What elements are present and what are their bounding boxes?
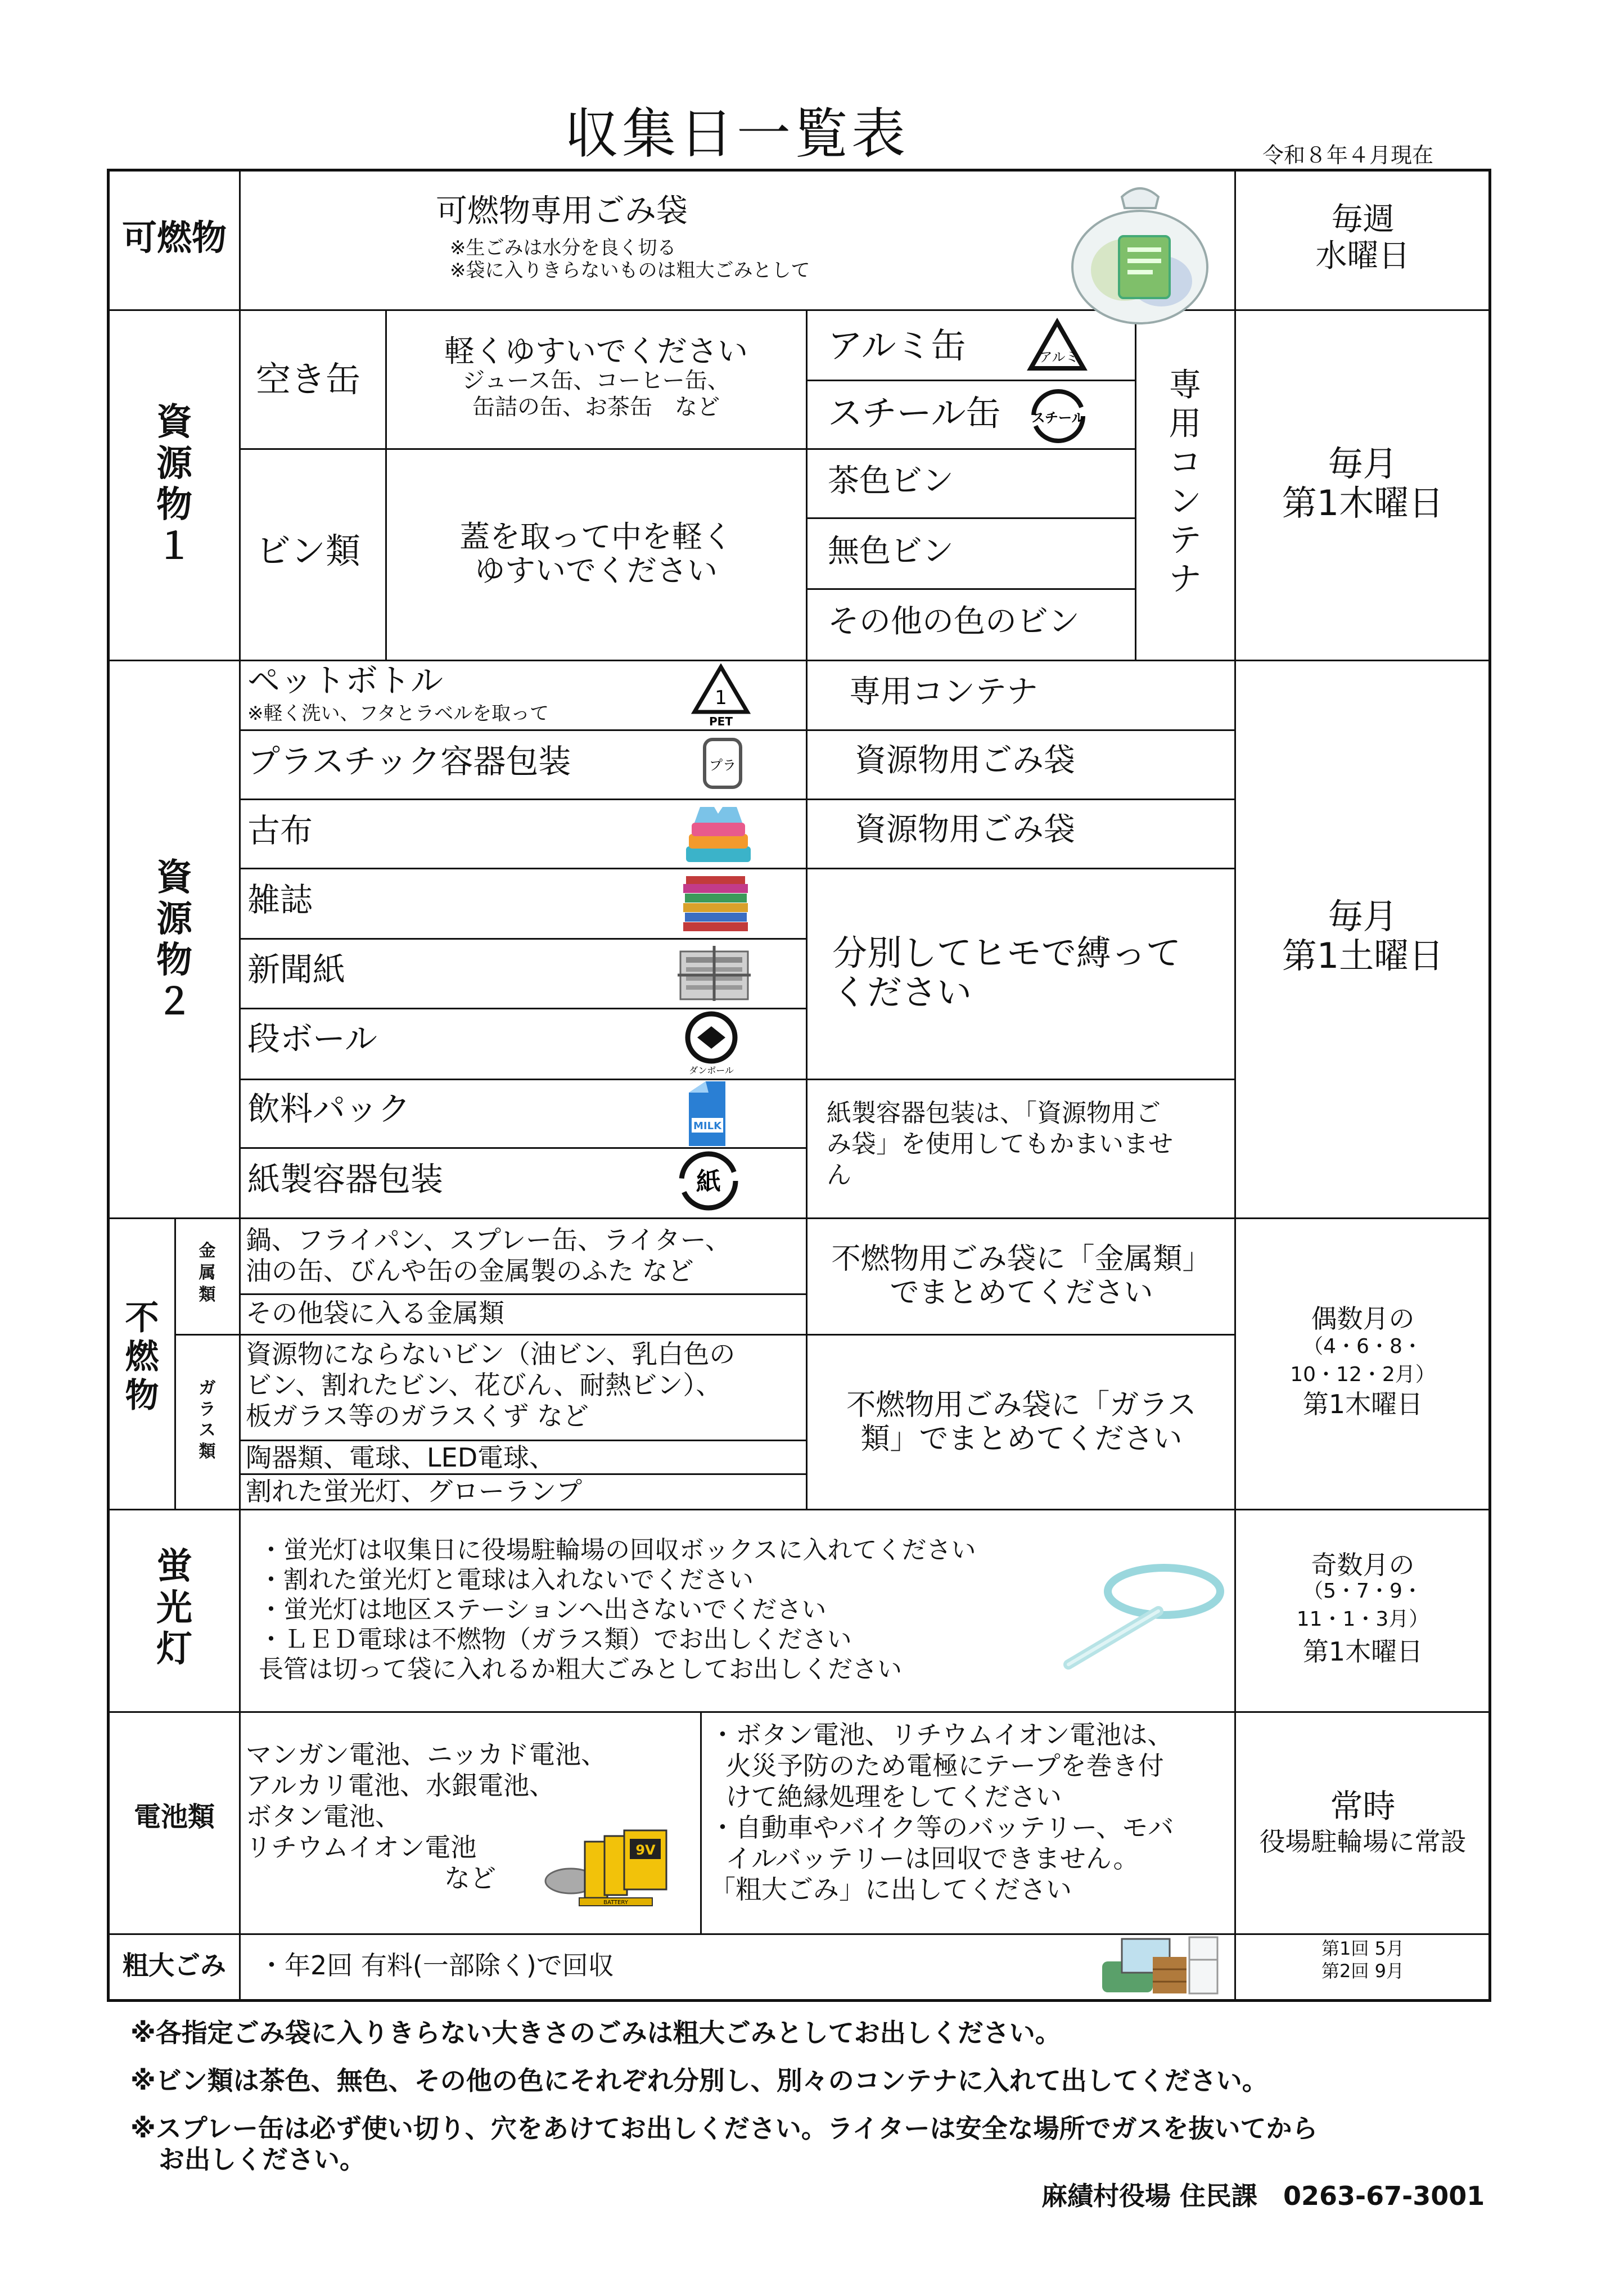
row-divider (107, 1711, 1491, 1713)
glass-method: 不燃物用ごみ袋に「ガラス (846, 1388, 1197, 1422)
svg-text:プラ: プラ (709, 757, 736, 773)
glass-item: 板ガラス等のガラスくず など (246, 1401, 589, 1431)
funen-schedule: 偶数月の (1311, 1303, 1415, 1334)
kanen-bag: 可燃物専用ごみ袋 (436, 193, 688, 229)
fluorescent-lamp-icon (1063, 1560, 1226, 1675)
svg-text:ダンボール: ダンボール (689, 1065, 734, 1076)
brown-bottle: 茶色ビン (828, 463, 954, 499)
battery-icon (540, 1819, 675, 1911)
bottle-desc: ゆすいでください (475, 553, 718, 588)
battery-item: ボタン電池、 (246, 1801, 401, 1832)
alumi-can: アルミ缶 (828, 325, 966, 366)
pet-recycle-icon (689, 664, 754, 730)
tie-method: 分別してヒモで縛って (832, 932, 1181, 973)
battery-item: マンガン電池、ニッカド電池、 (246, 1739, 607, 1770)
glass-subcategory: ガ ラ ス 類 (199, 1378, 216, 1461)
category-funen: 不 燃 物 (125, 1298, 159, 1415)
row-divider (107, 1217, 1491, 1219)
contact-info: 麻績村役場 住民課 0263-67-3001 (1041, 2181, 1485, 2211)
footer-note: お出しください。 (159, 2144, 366, 2175)
funen-schedule: （4・6・8・ (1303, 1335, 1423, 1358)
keiko-schedule: 第1木曜日 (1302, 1636, 1423, 1667)
row-divider (107, 309, 1491, 311)
pet-bottle: ペットボトル (247, 661, 444, 700)
shigen2-schedule: 毎月 (1328, 896, 1398, 937)
col-divider (385, 309, 387, 660)
row-divider (239, 448, 807, 450)
clothes-stack-icon (683, 801, 754, 868)
bulky-items-icon (1099, 1934, 1223, 2000)
battery-note: 「粗大ごみ」に出してください (710, 1874, 1072, 1905)
date-note: 令和８年４月現在 (1262, 143, 1434, 168)
pet-note: ※軽く洗い、フタとラベルを取って (247, 702, 549, 725)
table-border-bottom (107, 1999, 1491, 2002)
metal-subcategory: 金 属 類 (199, 1241, 216, 1305)
magazine-stack-icon (680, 874, 751, 936)
row-divider (806, 380, 1135, 381)
steel-recycle-icon (1026, 385, 1091, 449)
row-divider (239, 1440, 807, 1441)
newspaper: 新聞紙 (247, 950, 346, 989)
garbage-bag-icon (1066, 174, 1215, 328)
keiko-schedule: 11・1・3月） (1296, 1608, 1429, 1631)
drink-pack: 飲料パック (247, 1090, 411, 1128)
funen-schedule: 第1木曜日 (1302, 1389, 1423, 1419)
col-divider (806, 309, 808, 660)
battery-note: ・ボタン電池、リチウムイオン電池は、 (710, 1720, 1174, 1750)
category-sodai: 粗大ごみ (123, 1950, 226, 1981)
row-divider (806, 588, 1135, 590)
alumi-recycle-icon (1026, 318, 1088, 376)
svg-text:アルミ: アルミ (1039, 349, 1079, 365)
milk-carton-icon (678, 1079, 737, 1151)
col-divider (700, 1711, 702, 1933)
sodai-schedule: 第2回 9月 (1321, 1960, 1404, 1982)
footer-note: ※スプレー缶は必ず使い切り、穴をあけてお出しください。ライターは安全な場所でガスを抜いてから (130, 2113, 1318, 2144)
svg-text:MILK: MILK (693, 1120, 722, 1132)
tie-method: ください (832, 972, 972, 1013)
row-divider (239, 799, 1234, 800)
glass-item: ビン、割れたビン、花びん、耐熱ビン）、 (246, 1370, 722, 1400)
row-divider (806, 517, 1135, 519)
kanen-note: ※生ごみは水分を良く切る (450, 237, 676, 259)
metal-method: 不燃物用ごみ袋に「金属類」 (831, 1242, 1212, 1276)
kanen-schedule: 水曜日 (1315, 238, 1410, 274)
pet-method: 専用コンテナ (849, 674, 1038, 710)
battery-note: イルバッテリーは回収できません。 (725, 1843, 1139, 1874)
category-denchi: 電池類 (133, 1801, 215, 1833)
svg-text:1: 1 (715, 687, 727, 709)
plastic-recycle-icon (694, 734, 751, 795)
category-kanen: 可燃物 (121, 217, 227, 258)
glass-item: 資源物にならないビン（油ビン、乳白色の (246, 1339, 736, 1369)
plastic-packaging: プラスチック容器包装 (247, 742, 571, 781)
bottle-desc: 蓋を取って中を軽く (459, 519, 733, 554)
newspaper-bundle-icon (678, 940, 751, 1004)
col-divider (1234, 169, 1236, 2002)
metal-item: その他袋に入る金属類 (246, 1298, 504, 1328)
col-divider (806, 1217, 808, 1509)
shigen1-schedule: 第1木曜日 (1282, 482, 1444, 524)
can-label: 空き缶 (256, 359, 361, 400)
kanen-schedule: 毎週 (1331, 201, 1395, 238)
glass-item: 割れた蛍光灯、グローランプ (246, 1476, 582, 1506)
svg-text:BATTERY: BATTERY (603, 1900, 628, 1906)
shigen2-schedule: 第1土曜日 (1282, 935, 1444, 976)
can-desc: ジュース缶、コーヒー缶、 (462, 368, 730, 394)
paper-method: ん (827, 1161, 851, 1189)
table-border-top (107, 169, 1491, 172)
paper-recycle-icon (675, 1147, 742, 1217)
can-desc: 軽くゆすいでください (444, 333, 748, 369)
row-divider (107, 1509, 1491, 1510)
sodai-schedule: 第1回 5月 (1321, 1938, 1404, 1959)
battery-note: けて絶縁処理をしてください (725, 1781, 1062, 1812)
kanen-note: ※袋に入りきらないものは粗大ごみとして (450, 259, 810, 282)
cardboard: 段ボール (247, 1020, 377, 1058)
row-divider (239, 938, 807, 940)
metal-item: 油の缶、びんや缶の金属製のふた など (246, 1256, 694, 1286)
magazine: 雑誌 (247, 881, 313, 919)
metal-method: でまとめてください (890, 1276, 1153, 1310)
keiko-note: ・ＬＥＤ電球は不燃物（ガラス類）でお出しください (259, 1625, 852, 1654)
keiko-note: ・割れた蛍光灯と電球は入れないでください (259, 1566, 754, 1594)
battery-note: ・自動車やバイク等のバッテリー、モバ (710, 1812, 1174, 1843)
footer-note: ※ビン類は茶色、無色、その他の色にそれぞれ分別し、別々のコンテナに入れて出してください。 (130, 2065, 1268, 2096)
keiko-note: 長管は切って袋に入れるか粗大ごみとしてお出しください (259, 1655, 902, 1684)
svg-text:スチール: スチール (1031, 410, 1085, 426)
denchi-schedule: 常時 (1330, 1787, 1396, 1825)
bottle-label: ビン類 (256, 530, 361, 571)
glass-method: 類」でまとめてください (860, 1422, 1183, 1456)
paper-method: 紙製容器包装は、「資源物用ご (827, 1099, 1161, 1127)
battery-note: 火災予防のため電極にテープを巻き付 (725, 1751, 1164, 1781)
paper-packaging: 紙製容器包装 (247, 1160, 444, 1198)
col-divider (239, 169, 241, 2002)
svg-text:紙: 紙 (696, 1167, 721, 1196)
battery-item: リチウムイオン電池 (246, 1832, 477, 1862)
keiko-note: ・蛍光灯は地区ステーションへ出さないでください (259, 1595, 827, 1624)
funen-schedule: 10・12・2月） (1290, 1363, 1436, 1386)
page-title: 収集日一覧表 (565, 102, 909, 165)
paper-method: み袋」を使用してもかまいませ (827, 1130, 1173, 1158)
battery-item: アルカリ電池、水銀電池、 (246, 1770, 556, 1801)
shigen1-schedule: 毎月 (1328, 443, 1398, 484)
keiko-note: ・蛍光灯は収集日に役場駐輪場の回収ボックスに入れてください (259, 1536, 976, 1564)
old-cloth: 古布 (247, 811, 313, 850)
row-divider (239, 1473, 807, 1475)
category-keiko: 蛍 光 灯 (156, 1546, 192, 1671)
keiko-schedule: 奇数月の (1311, 1550, 1415, 1580)
keiko-schedule: （5・7・9・ (1303, 1580, 1423, 1603)
other-bottle: その他の色のビン (828, 603, 1080, 640)
footer-note: ※各指定ごみ袋に入りきらない大きさのごみは粗大ごみとしてお出しください。 (130, 2018, 1061, 2048)
table-border-right (1488, 169, 1491, 2002)
glass-item: 陶器類、電球、LED電球、 (246, 1442, 556, 1473)
row-divider (239, 1293, 807, 1295)
metal-item: 鍋、フライパン、スプレー缶、ライター、 (246, 1225, 731, 1255)
row-divider (174, 1334, 1234, 1336)
category-shigen2: 資 源 物 ２ (156, 857, 192, 1023)
clear-bottle: 無色ビン (828, 533, 954, 570)
cardboard-recycle-icon (680, 1009, 742, 1079)
can-desc: 缶詰の缶、お茶缶 など (472, 394, 720, 420)
sodai-desc: ・年2回 有料(一部除く)で回収 (259, 1950, 614, 1981)
plastic-method: 資源物用ごみ袋 (855, 742, 1075, 779)
category-shigen1: 資 源 物 １ (156, 402, 192, 567)
svg-text:PET: PET (709, 715, 733, 728)
row-divider (107, 1933, 1491, 1935)
battery-item: など (444, 1863, 496, 1893)
denchi-schedule: 役場駐輪場に常設 (1259, 1826, 1467, 1857)
steel-can: スチール缶 (828, 393, 1001, 434)
svg-text:9V: 9V (635, 1842, 656, 1858)
cloth-method: 資源物用ごみ袋 (855, 811, 1075, 848)
dedicated-container: 専 用 コ ン テ ナ (1169, 366, 1202, 598)
